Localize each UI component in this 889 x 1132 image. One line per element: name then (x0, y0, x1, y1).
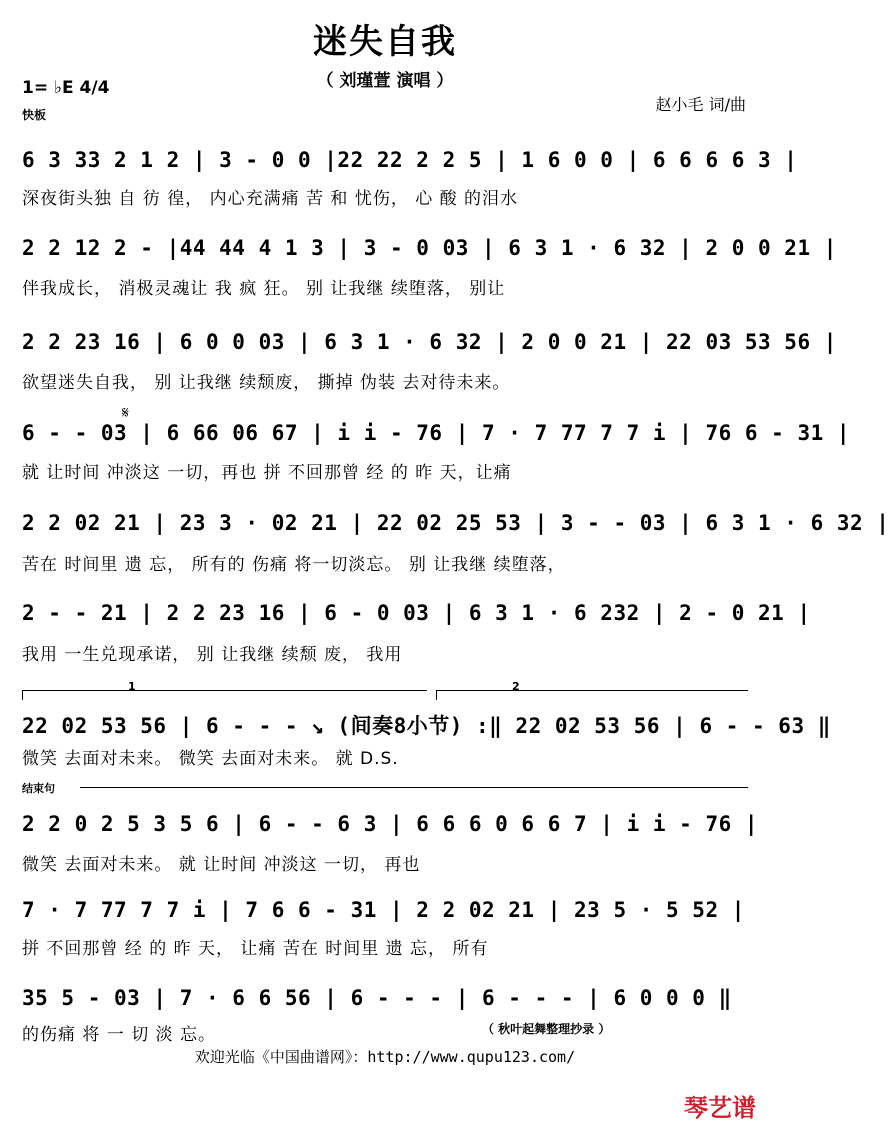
volta-tick (22, 690, 23, 700)
lyrics-line-2: 伴我成长， 消极灵魂让 我 疯 狂。 别 让我继 续堕落， 别让 (22, 279, 506, 299)
volta-bracket-2 (436, 690, 748, 691)
segno-icon: 𝄋 (122, 403, 129, 422)
coda-label: 结束句 (22, 782, 55, 795)
notation-line-6: 2 - - 21 | 2 2 23 16 | 6 - 0 03 | 6 3 1 · 6 232 | 2 - 0 21 | (22, 601, 811, 625)
notation-line-2: 2 2 12 2 - |44 44 4 1 3 | 3 - 0 03 | 6 3 1 · 6 32 | 2 0 0 21 | (22, 236, 837, 260)
author-credit: 赵小毛 词/曲 (655, 95, 746, 114)
notation-line-5: 2 2 02 21 | 23 3 · 02 21 | 22 02 25 53 | 3 - - 03 | 6 3 1 · 6 32 | (22, 511, 889, 535)
lyrics-line-4: 就 让时间 冲淡这 一切，再也 拼 不回那曾 经 的 昨 天，让痛 (22, 463, 512, 483)
notation-line-10: 35 5 - 03 | 7 · 6 6 56 | 6 - - - | 6 - - - | 6 0 0 0 ‖ (22, 986, 732, 1010)
site-logo: 琴艺谱 (684, 1094, 756, 1122)
site-footer: 欢迎光临《中国曲谱网》：http://www.qupu123.com/ (194, 1048, 576, 1066)
notation-line-8: 2 2 0 2 5 3 5 6 | 6 - - 6 3 | 6 6 6 0 6 6 7 | i i - 76 | (22, 812, 759, 836)
key-signature: 1= ♭E 4/4 (22, 78, 110, 98)
volta-bracket-1 (22, 690, 427, 691)
tempo-marking: 快板 (22, 108, 47, 122)
volta-number-1: 1 (128, 680, 136, 693)
volta-number-2: 2 (512, 680, 520, 693)
notation-line-1: 6 3 33 2 1 2 | 3 - 0 0 |22 22 2 2 5 | 1 6 0 0 | 6 6 6 6 3 | (22, 148, 798, 172)
singer-subtitle: （ 刘瑾萱 演唱 ） (316, 71, 454, 91)
notation-line-4: 6 - - 03 | 6 66 06 67 | i i - 76 | 7 · 7 77 7 7 i | 76 6 - 31 | (22, 421, 851, 445)
lyrics-line-8: 微笑 去面对未来。 就 让时间 冲淡这 一切， 再也 (22, 855, 421, 875)
lyrics-line-3: 欲望迷失自我， 别 让我继 续颓废， 撕掉 伪装 去对待未来。 (22, 373, 511, 393)
lyrics-line-7: 微笑 去面对未来。 微笑 去面对未来。 就 D.S. (22, 749, 399, 769)
lyrics-line-9: 拼 不回那曾 经 的 昨 天， 让痛 苦在 时间里 遗 忘， 所有 (22, 939, 489, 959)
lyrics-line-5: 苦在 时间里 遗 忘， 所有的 伤痛 将一切淡忘。 别 让我继 续堕落， (22, 555, 566, 575)
notation-line-9: 7 · 7 77 7 7 i | 7 6 6 - 31 | 2 2 02 21 | 23 5 · 5 52 | (22, 898, 745, 922)
volta-tick (436, 690, 437, 700)
coda-bracket (80, 787, 748, 788)
transcriber-credit: （ 秋叶起舞整理抄录 ） (482, 1022, 611, 1036)
notation-line-3: 2 2 23 16 | 6 0 0 03 | 6 3 1 · 6 32 | 2 0 0 21 | 22 03 53 56 | (22, 330, 837, 354)
lyrics-line-10: 的伤痛 将 一 切 淡 忘。 (22, 1025, 217, 1045)
song-title: 迷失自我 (313, 22, 457, 62)
lyrics-line-1: 深夜街头独 自 彷 徨， 内心充满痛 苦 和 忧伤， 心 酸 的泪水 (22, 189, 519, 209)
lyrics-line-6: 我用 一生兑现承诺， 别 让我继 续颓 废， 我用 (22, 645, 403, 665)
notation-line-7: 22 02 53 56 | 6 - - - ↘ (间奏8小节) :‖ 22 02 53 56 | 6 - - 63 ‖ (22, 714, 831, 738)
